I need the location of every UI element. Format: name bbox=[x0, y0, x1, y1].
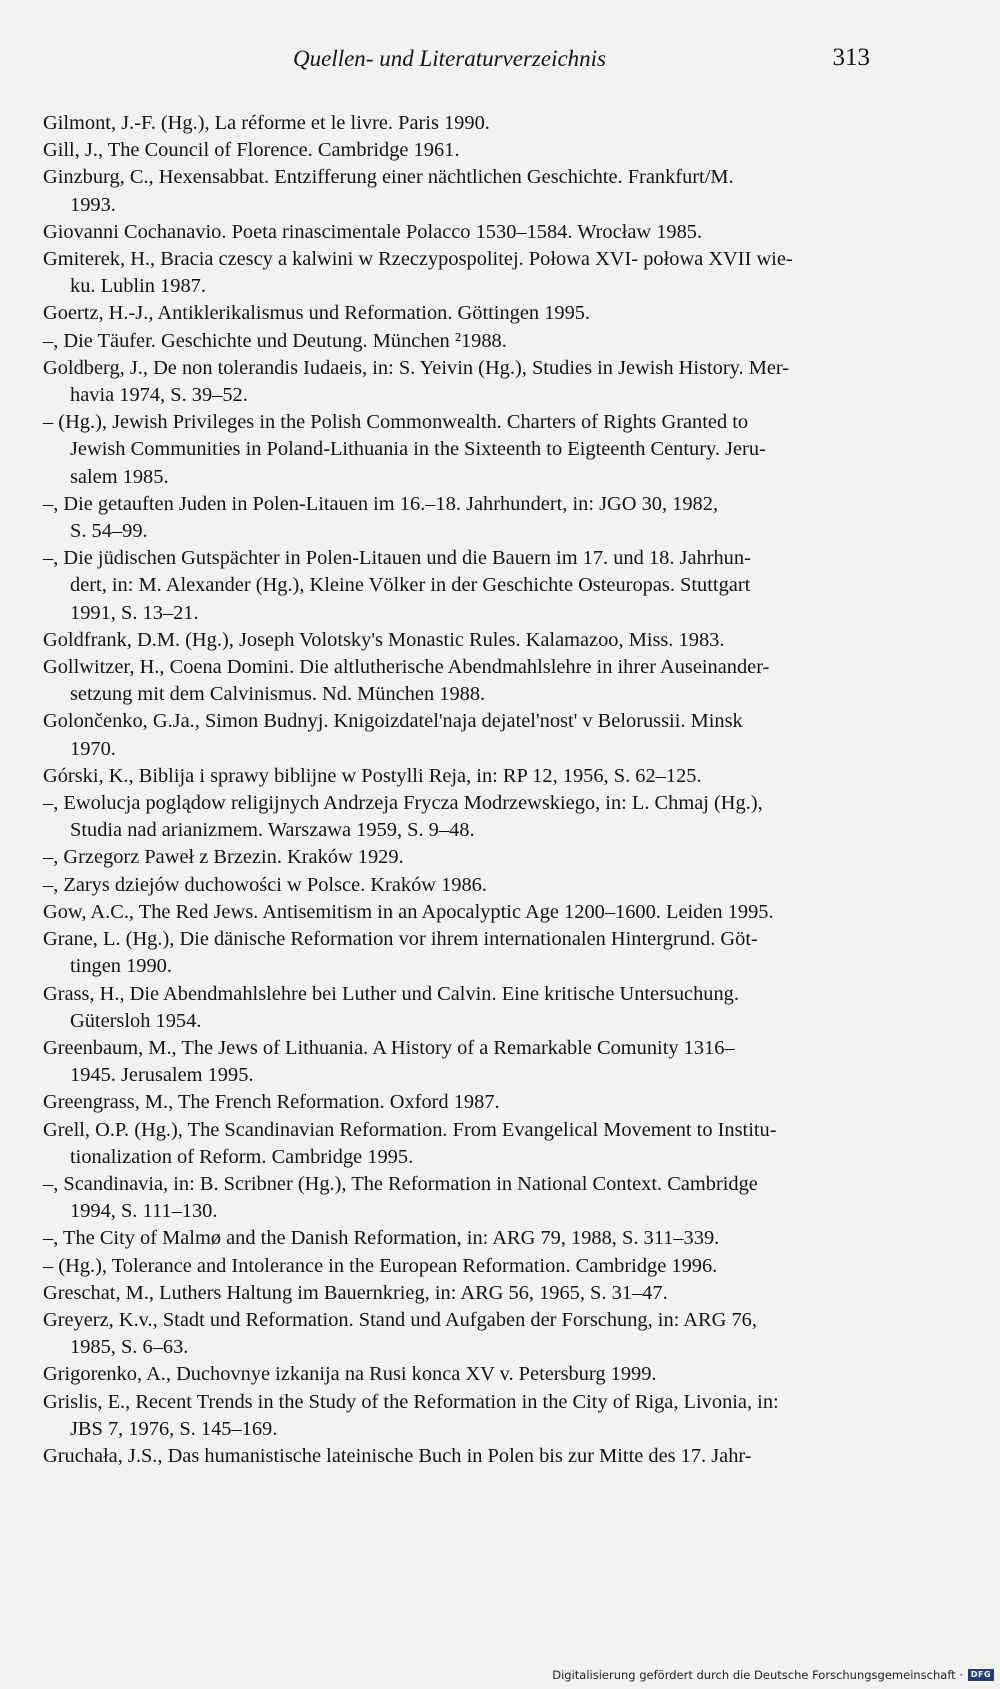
bibliography-entry bbox=[43, 981, 871, 1035]
bibliography-entry bbox=[43, 355, 871, 409]
running-header bbox=[40, 42, 870, 82]
entry-line: dert, in: M. Alexander (Hg.), Kleine Völker in der Geschichte Osteuropas. Stuttgart bbox=[70, 574, 751, 597]
entry-line: 1945. Jerusalem 1995. bbox=[70, 1064, 254, 1087]
bibliography-entry bbox=[43, 1307, 871, 1361]
entry-line: – (Hg.), Tolerance and Intolerance in the European Reformation. Cambridge 1996. bbox=[43, 1254, 718, 1277]
entry-line: –, Die jüdischen Gutspächter in Polen-Litauen und die Bauern im 17. und 18. Jahrhun- bbox=[43, 547, 751, 570]
entry-line: –, Zarys dziejów duchowości w Polsce. Kraków 1986. bbox=[43, 873, 487, 896]
bibliography-entry bbox=[43, 219, 871, 246]
entry-line: Grell, O.P. (Hg.), The Scandinavian Reformation. From Evangelical Movement to Institu- bbox=[43, 1118, 777, 1141]
running-title: Quellen- und Literaturverzeichnis bbox=[293, 46, 607, 71]
bibliography-entry bbox=[43, 926, 871, 980]
entry-line: S. 54–99. bbox=[70, 520, 148, 543]
entry-line: Greenbaum, M., The Jews of Lithuania. A History of a Remarkable Comunity 1316– bbox=[43, 1036, 735, 1059]
dfg-logo: DFG bbox=[968, 1669, 994, 1681]
bibliography-entry bbox=[43, 627, 871, 654]
bibliography-entry bbox=[43, 1389, 871, 1443]
entry-line: 1994, S. 111–130. bbox=[70, 1200, 218, 1223]
bibliography-entry bbox=[43, 872, 871, 899]
entry-line: Grigorenko, A., Duchovnye izkanija na Rusi konca XV v. Petersburg 1999. bbox=[43, 1363, 657, 1386]
entry-line: JBS 7, 1976, S. 145–169. bbox=[70, 1417, 278, 1440]
entry-line: Grislis, E., Recent Trends in the Study of the Reformation in the City of Riga, Livonia, in: bbox=[43, 1390, 779, 1413]
entry-line: Gow, A.C., The Red Jews. Antisemitism in an Apocalyptic Age 1200–1600. Leiden 1995. bbox=[43, 900, 774, 923]
bibliography-entry bbox=[43, 409, 871, 491]
bibliography-entry bbox=[43, 1443, 871, 1470]
entry-line: –, Scandinavia, in: B. Scribner (Hg.), The Reformation in National Context. Cambridge bbox=[43, 1172, 758, 1195]
page-number: 313 bbox=[832, 44, 870, 71]
entry-line: –, Grzegorz Paweł z Brzezin. Kraków 1929. bbox=[43, 846, 404, 869]
entry-line: Gollwitzer, H., Coena Domini. Die altlutherische Abendmahlslehre in ihrer Auseinander- bbox=[43, 656, 770, 679]
entry-line: 1991, S. 13–21. bbox=[70, 601, 199, 624]
entry-line: Grass, H., Die Abendmahlslehre bei Luther und Calvin. Eine kritische Untersuchung. bbox=[43, 982, 739, 1005]
entry-line: ku. Lublin 1987. bbox=[70, 275, 206, 298]
entry-line: Golončenko, G.Ja., Simon Budnyj. Knigoizdatel'naja dejatel'nost' v Belorussii. Minsk bbox=[43, 710, 743, 733]
entry-line: 1970. bbox=[70, 737, 116, 760]
bibliography-entry bbox=[43, 545, 871, 627]
entry-line: Greengrass, M., The French Reformation. Oxford 1987. bbox=[43, 1091, 500, 1114]
bibliography-entry bbox=[43, 763, 871, 790]
entry-line: Gill, J., The Council of Florence. Cambridge 1961. bbox=[43, 139, 460, 162]
bibliography-entry bbox=[43, 708, 871, 762]
bibliography-entry bbox=[43, 899, 871, 926]
entry-line: Gmiterek, H., Bracia czescy a kalwini w Rzeczypospolitej. Połowa XVI- połowa XVII wie- bbox=[43, 248, 793, 271]
entry-line: Gütersloh 1954. bbox=[70, 1009, 202, 1032]
bibliography-entry bbox=[43, 164, 871, 218]
bibliography-entry bbox=[43, 1253, 871, 1280]
entry-line: Studia nad arianizmem. Warszawa 1959, S. 9–48. bbox=[70, 819, 475, 842]
entry-line: Goldberg, J., De non tolerandis Iudaeis, in: S. Yeivin (Hg.), Studies in Jewish History. Mer- bbox=[43, 356, 790, 379]
bibliography-entry bbox=[43, 328, 871, 355]
bibliography-entry bbox=[43, 654, 871, 708]
bibliography-entry bbox=[43, 1280, 871, 1307]
entry-line: Giovanni Cochanavio. Poeta rinascimentale Polacco 1530–1584. Wrocław 1985. bbox=[43, 220, 703, 243]
entry-line: tionalization of Reform. Cambridge 1995. bbox=[70, 1145, 414, 1168]
entry-line: –, Ewolucja poglądow religijnych Andrzeja Frycza Modrzewskiego, in: L. Chmaj (Hg.), bbox=[43, 792, 763, 815]
entry-line: –, The City of Malmø and the Danish Reformation, in: ARG 79, 1988, S. 311–339. bbox=[43, 1227, 720, 1250]
entry-line: Goldfrank, D.M. (Hg.), Joseph Volotsky's Monastic Rules. Kalamazoo, Miss. 1983. bbox=[43, 628, 725, 651]
entry-line: Greschat, M., Luthers Haltung im Bauernkrieg, in: ARG 56, 1965, S. 31–47. bbox=[43, 1281, 668, 1304]
bibliography-entry bbox=[43, 1361, 871, 1388]
entry-line: Grane, L. (Hg.), Die dänische Reformation vor ihrem internationalen Hintergrund. Göt- bbox=[43, 928, 758, 951]
entry-line: 1985, S. 6–63. bbox=[70, 1336, 189, 1359]
credit-text: Digitalisierung gefördert durch die Deutsche Forschungsgemeinschaft · bbox=[552, 1668, 963, 1682]
bibliography-entry bbox=[43, 300, 871, 327]
bibliography-entry bbox=[43, 1225, 871, 1252]
bibliography-entry bbox=[43, 110, 871, 137]
entry-line: 1993. bbox=[70, 193, 116, 216]
bibliography-entry bbox=[43, 1035, 871, 1089]
entry-line: tingen 1990. bbox=[70, 955, 172, 978]
bibliography-list bbox=[43, 110, 871, 1470]
bibliography-entry bbox=[43, 844, 871, 871]
entry-line: Jewish Communities in Poland-Lithuania in the Sixteenth to Eigteenth Century. Jeru- bbox=[70, 438, 766, 461]
entry-line: –, Die Täufer. Geschichte und Deutung. München ²1988. bbox=[43, 329, 507, 352]
bibliography-entry bbox=[43, 790, 871, 844]
digitization-credit bbox=[552, 1668, 994, 1682]
entry-line: Górski, K., Biblija i sprawy biblijne w Postylli Reja, in: RP 12, 1956, S. 62–125. bbox=[43, 764, 702, 787]
entry-line: Ginzburg, C., Hexensabbat. Entzifferung einer nächtlichen Geschichte. Frankfurt/M. bbox=[43, 166, 734, 189]
bibliography-entry bbox=[43, 1117, 871, 1171]
bibliography-entry bbox=[43, 1171, 871, 1225]
entry-line: Gruchała, J.S., Das humanistische lateinische Buch in Polen bis zur Mitte des 17. Jahr- bbox=[43, 1444, 752, 1467]
bibliography-entry bbox=[43, 491, 871, 545]
entry-line: –, Die getauften Juden in Polen-Litauen im 16.–18. Jahrhundert, in: JGO 30, 1982, bbox=[43, 492, 719, 515]
bibliography-entry bbox=[43, 137, 871, 164]
entry-line: salem 1985. bbox=[70, 465, 169, 488]
entry-line: Gilmont, J.-F. (Hg.), La réforme et le livre. Paris 1990. bbox=[43, 112, 490, 134]
entry-line: setzung mit dem Calvinismus. Nd. München 1988. bbox=[70, 683, 486, 706]
entry-line: – (Hg.), Jewish Privileges in the Polish Commonwealth. Charters of Rights Granted to bbox=[43, 411, 749, 434]
bibliography-entry bbox=[43, 246, 871, 300]
entry-line: Goertz, H.-J., Antiklerikalismus und Reformation. Göttingen 1995. bbox=[43, 302, 591, 325]
entry-line: Greyerz, K.v., Stadt und Reformation. Stand und Aufgaben der Forschung, in: ARG 76, bbox=[43, 1308, 757, 1331]
bibliography-entry bbox=[43, 1089, 871, 1116]
entry-line: havia 1974, S. 39–52. bbox=[70, 384, 248, 407]
